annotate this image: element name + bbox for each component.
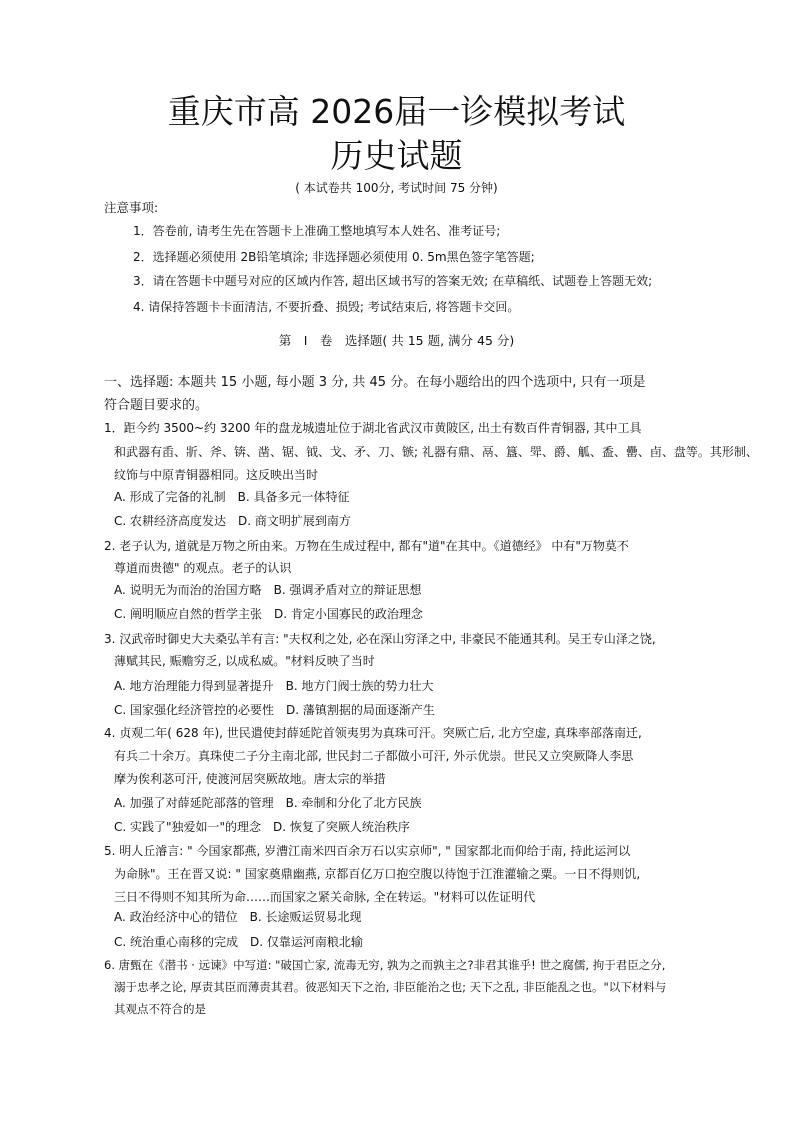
question-1-options: C. 农耕经济高度发达 D. 商文明扩展到南方: [114, 514, 351, 528]
question-2-options: A. 说明无为而治的治国方略 B. 强调矛盾对立的辩证思想: [114, 583, 422, 597]
question-3-stem: 薄赋其民, 赈赡穷乏, 以成私威。"材料反映了当时: [114, 654, 375, 668]
question-5-stem: 为命脉"。王在晋又说: " 国家奠鼎幽燕, 京都百亿万口抱空腹以待饱于江淮灌输之粟。一日不得则饥,: [114, 867, 641, 881]
question-1-stem: 和武器有臿、斨、斧、锛、凿、锯、钺、戈、矛、刀、镞; 礼器有鼎、鬲、簋、斝、爵、觚、盉、罍、卣、盘等。其形制、: [114, 445, 758, 459]
section-instructions: 一、选择题: 本题共 15 小题, 每小题 3 分, 共 45 分。在每小题给出的四个选项中, 只有一项是: [104, 375, 646, 390]
question-6-stem: 溺于忠孝之论, 厚责其臣而薄责其君。彼恶知天下之治, 非臣能治之也; 天下之乱, 非臣能乱之也。"以下材料与: [114, 980, 667, 994]
question-2-options: C. 阐明顺应自然的哲学主张 D. 肯定小国寡民的政治理念: [114, 607, 423, 621]
question-5-stem: 5. 明人丘濬言: " 今国家都燕, 岁漕江南米四百余万石以实京师", " 国家都北而仰给于南, 持此运河以: [104, 844, 631, 858]
notice-item: 3．请在答题卡中题号对应的区域内作答, 超出区域书写的答案无效; 在草稿纸、试题卷上答题无效;: [133, 274, 653, 288]
question-5-options: C. 统治重心南移的完成 D. 仅靠运河南粮北输: [114, 935, 363, 949]
question-6-stem: 6. 唐甄在《潜书 · 远谏》中写道: "破国亡家, 流毒无穷, 孰为之而孰主之?非君其谁乎! 世之腐儒, 拘于君臣之分,: [104, 958, 666, 972]
question-1-options: A. 形成了完备的礼制 B. 具备多元一体特征: [114, 490, 350, 504]
question-5-options: A. 政治经济中心的错位 B. 长途贩运贸易北现: [114, 910, 362, 924]
question-5-stem: 三日不得则不知其所为命……而国家之紧关命脉, 全在转运。"材料可以佐证明代: [114, 890, 536, 904]
question-1-stem: 1．距今约 3500~约 3200 年的盘龙城遗址位于湖北省武汉市黄陂区, 出土有数百件青铜器, 其中工具: [104, 421, 642, 435]
question-3-stem: 3. 汉武帝时御史大夫桑弘羊有言: "夫权利之处, 必在深山穷泽之中, 非豪民不能通其利。吴王专山泽之饶,: [104, 632, 656, 646]
notices-heading: 注意事项:: [104, 200, 159, 215]
section-title: 第 Ⅰ 卷 选择题( 共 15 题, 满分 45 分): [278, 333, 515, 348]
question-6-stem: 其观点不符合的是: [114, 1002, 206, 1016]
question-3-options: C. 国家强化经济管控的必要性 D. 藩镇割据的局面逐渐产生: [114, 703, 435, 717]
notice-item: 1．答卷前, 请考生先在答题卡上准确工整地填写本人姓名、准考证号;: [133, 224, 501, 238]
question-2-stem: 2. 老子认为, 道就是万物之所由来。万物在生成过程中, 都有"道"在其中。《道德经》 中有"万物莫不: [104, 539, 629, 553]
question-1-stem: 纹饰与中原青铜器相同。这反映出当时: [114, 468, 319, 482]
section-instructions: 符合题目要求的。: [104, 398, 209, 413]
exam-duration-note: ( 本试卷共 100分, 考试时间 75 分钟): [295, 181, 498, 195]
notice-item: 2．选择题必须使用 2B铅笔填涂; 非选择题必须使用 0. 5m黑色签字笔答题;: [133, 250, 535, 264]
exam-subject: 历史试题: [330, 136, 463, 175]
question-4-options: C. 实践了"独爱如一"的理念 D. 恢复了突厥人统治秩序: [114, 820, 410, 834]
question-4-stem: 摩为俟利苾可汗, 使渡河居突厥故地。唐太宗的举措: [114, 772, 386, 786]
question-4-stem: 4. 贞观二年( 628 年), 世民遣使封薛延陀首领夷男为真珠可汗。突厥亡后, 北方空虚, 真珠率部落南迁,: [104, 726, 642, 740]
notice-item: 4. 请保持答题卡卡面清洁, 不要折叠、损毁; 考试结束后, 将答题卡交回。: [133, 300, 520, 314]
question-3-options: A. 地方治理能力得到显著提升 B. 地方门阀士族的势力壮大: [114, 679, 434, 693]
question-4-options: A. 加强了对薛延陀部落的管理 B. 牵制和分化了北方民族: [114, 796, 422, 810]
question-2-stem: 尊道而贵德" 的观点。老子的认识: [114, 561, 292, 575]
exam-title: 重庆市高 2026届一诊模拟考试: [167, 92, 626, 131]
question-4-stem: 有兵二十余万。真珠使二子分主南北部, 世民封二子都做小可汗, 外示优崇。世民又立突厥降人李思: [114, 749, 634, 763]
